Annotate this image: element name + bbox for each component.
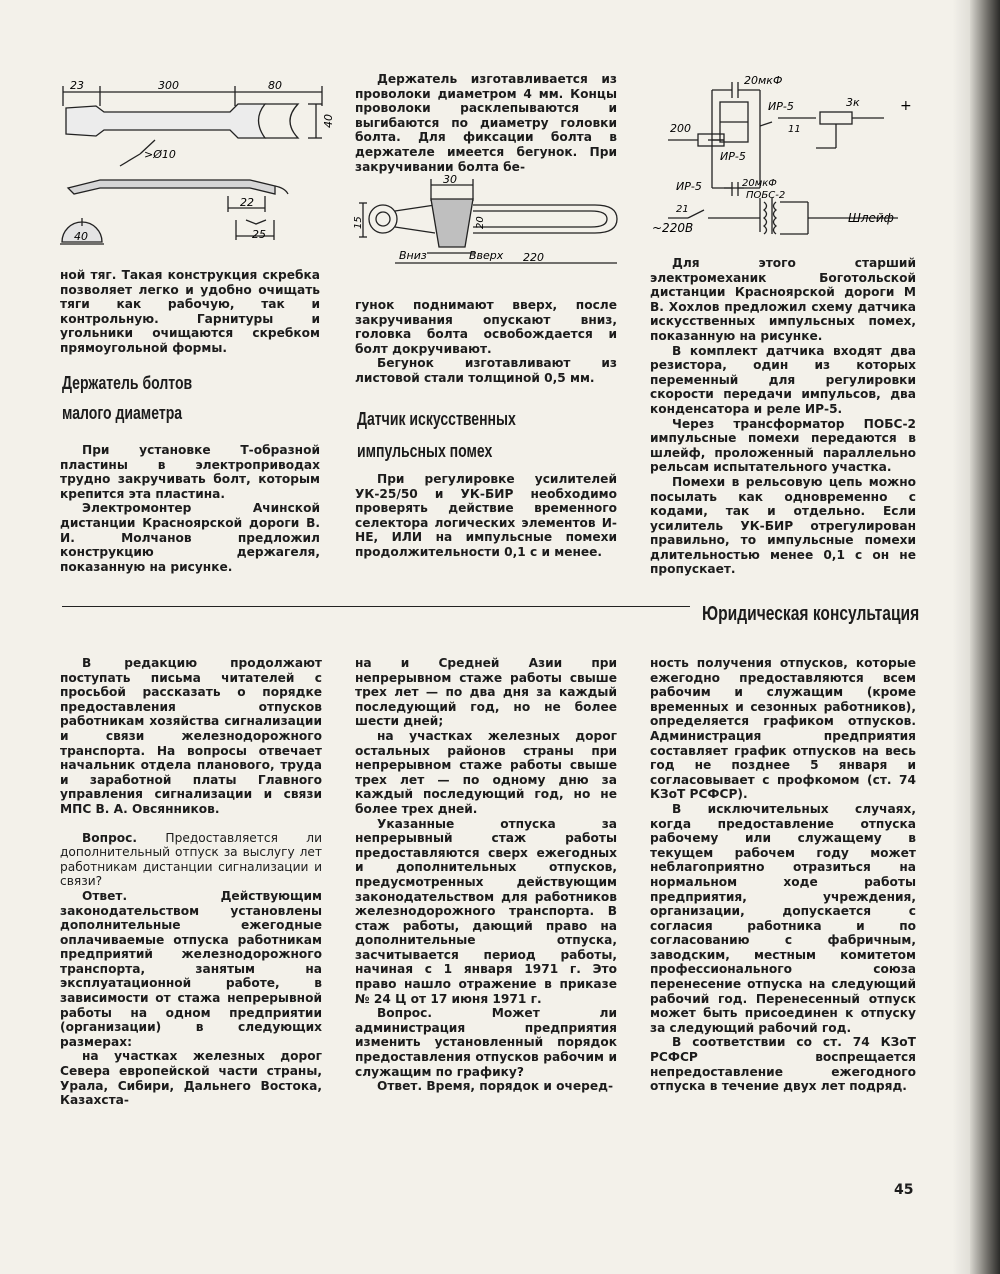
question-text: Предоставляется ли дополнительный отпуск за выслугу лет работникам дистанции сигнализации и связи? <box>60 830 322 889</box>
heading-bolt-holder-line2: малого диаметра <box>62 403 183 423</box>
paragraph: Указанные отпуска за непрерывный стаж работы предоставляются сверх ежегодных и дополнительных отпусков, предусмотренных действующим законодательством для работников железнодорожного транспорта. В стаж работы, дающий право на дополнительные отпуска, засчитывается период работы, начиная с 1 января 1971 г. Это право нашло отражение в приказе № 24 Ц от 17 июня 1971 г. <box>355 816 617 1006</box>
paragraph: на участках железных дорог Севера европейской части страны, Урала, Сибири, Дальнего Востока, Казахста- <box>60 1049 322 1108</box>
sensor-circuit-diagram <box>648 70 928 250</box>
paragraph: ной тяг. Такая конструкция скребка позволяет легко и удобно очищать тяги как рабочую, так и контрольную. Гарнитуры и угольники очищаются скребком прямоугольной формы. <box>60 268 320 355</box>
page-number: 45 <box>894 1182 914 1198</box>
legal-col3 <box>650 656 916 1094</box>
dim-phi10-label: >Ø10 <box>144 148 176 161</box>
paragraph: Бегунок изготавливают из листовой стали толщиной 0,5 мм. <box>355 356 617 385</box>
question-text: Может ли администрация предприятия изменить установленный порядок предоставления отпусков рабочим и служащим по графику? <box>355 1006 617 1079</box>
relay2-label: ИР-5 <box>720 150 746 163</box>
resistor-200-label: 200 <box>670 122 691 135</box>
paragraph: на участках железных дорог остальных районов страны при непрерывном стаже работы свыше трех лет — по одному дню за каждый последующий год, но не более трех дней. <box>355 728 617 816</box>
relay3-label: ИР-5 <box>676 180 702 193</box>
paragraph: Держатель изготавливается из проволоки диаметром 4 мм. Концы проволоки расклепываются и выгибаются по диаметру головки болта. Для фиксации болта в держателе имеется бегунок. При закручивании болта бе- <box>355 72 617 174</box>
transformer-label: ПОБС-2 <box>746 190 786 201</box>
label-down: Вниз <box>399 249 427 262</box>
section-divider <box>62 606 690 607</box>
dim-40-side-label: 40 <box>322 114 335 128</box>
bolt-holder-drawing <box>355 175 630 267</box>
page-gutter-shadow <box>952 0 970 1274</box>
dim-300-label: 300 <box>158 79 179 92</box>
paragraph: Для этого старший электромеханик Боготольской дистанции Красноярской дороги М В. Хохлов предложил схему датчика искусственных импульсных помех, показанную на рисунке. <box>650 256 916 343</box>
heading-bolt-holder-line1: Держатель болтов <box>62 373 193 393</box>
cap-bottom-label: 20мкФ <box>742 178 777 189</box>
answer-text: Время, порядок и очеред- <box>422 1079 614 1094</box>
dim-40-bottom-label: 40 <box>74 230 88 243</box>
contact-21-label: 21 <box>676 204 689 215</box>
page-spine <box>970 0 1000 1274</box>
col1-top-text-2 <box>60 443 320 574</box>
paragraph: При установке Т-образной пластины в электроприводах трудно закручивать болт, которым крепится эта пластина. <box>60 443 320 501</box>
paragraph: Электромонтер Ачинской дистанции Красноярской дороги В. И. Молчанов предложил конструкцию держагеля, показанную на рисунке. <box>60 501 320 574</box>
paragraph: на и Средней Азии при непрерывном стаже работы свыше трех лет — по два дня за каждый последующий год, но не более шести дней; <box>355 656 617 729</box>
section-label: Юридическая консультация <box>702 603 920 625</box>
plus-label: + <box>900 98 912 114</box>
label-up: Вверх <box>469 249 504 262</box>
paragraph: При регулировке усилителей УК-25/50 и УК-БИР необходимо проверять действие временного селектора логических элементов И-НЕ, ИЛИ на импульсные помехи продолжительности 0,1 с и менее. <box>355 472 617 559</box>
shunt-label: Шлейф <box>848 211 894 225</box>
dim-23-label: 23 <box>70 79 84 92</box>
question-label: Вопрос. <box>377 1006 433 1021</box>
answer-label: Ответ. <box>377 1079 423 1094</box>
intro-paragraph: В редакцию продолжают поступать письма читателей с просьбой рассказать о порядке предоставления отпусков работникам хозяйства сигнализации и связи железнодорожного транспорта. На вопросы отвечает начальник отдела планового, труда и заработной платы Главного управления сигнализации и связи МПС В. А. Овсянников. <box>60 656 322 816</box>
dim-30-label: 30 <box>443 173 457 186</box>
col1-top-text <box>60 268 320 356</box>
col2-top-text <box>355 72 617 174</box>
col2-top-text-3 <box>355 472 617 560</box>
dim-80-label: 80 <box>268 79 282 92</box>
resistor-3k-label: 3к <box>846 96 860 109</box>
dim-15-label: 15 <box>353 216 364 229</box>
dim-20-label: 20 <box>475 216 486 229</box>
paragraph: гунок поднимают вверх, после закручивания опускают вниз, головка болта освобождается и болт докручивают. <box>355 298 617 356</box>
contact-11-label: 11 <box>788 124 801 135</box>
dim-220-label: 220 <box>523 251 544 264</box>
dim-22-label: 22 <box>240 196 254 209</box>
legal-col2 <box>355 656 617 1094</box>
supply-label: ~220В <box>652 221 694 235</box>
paragraph: Помехи в рельсовую цепь можно посылать как одновременно с кодами, так и отдельно. Если усилитель УК-БИР отрегулирован правильно, то импульсные помехи длительностью менее 0,1 с он не пропускает. <box>650 474 916 577</box>
cap-top-label: 20мкФ <box>744 74 783 87</box>
paragraph: Через трансформатор ПОБС-2 импульсные помехи передаются в шлейф, проложенный параллельно рельсам испытательного участка. <box>650 416 916 475</box>
paragraph: В исключительных случаях, когда предоставление отпуска рабочему или служащему в текущем рабочем году может неблагоприятно отразиться на нормальном ходе работы предприятия, учреждения, организации, допускается с согласия работника и по согласованию с фабричным, заводским, местным комитетом профессионального союза перенесение отпуска на следующий рабочий год. Перенесенный отпуск может быть присоединен к отпуску за следующий рабочий год. <box>650 801 916 1035</box>
answer-label: Ответ. <box>82 888 128 903</box>
heading-sensor-line2: импульсных помех <box>357 441 493 461</box>
dim-25-label: 25 <box>252 228 266 241</box>
answer-text: Действующим законодательством установлены дополнительные ежегодные оплачиваемые отпуска работникам предприятий железнодорожного транспорта, занятым на эксплуатационной работе, в зависимости от стажа непрерывной работы на одном предприятии (организации) в следующих размерах: <box>60 888 322 1049</box>
paragraph: В комплект датчика входят два резистора, один из которых переменный для регулировки скорости передачи импульсов, два конденсатора и реле ИР-5. <box>650 343 916 416</box>
paragraph: В соответствии со ст. 74 КЗоТ РСФСР воспрещается непредоставление ежегодного отпуска в течение двух лет подряд. <box>650 1035 916 1094</box>
paragraph: ность получения отпусков, которые ежегодно предоставляются всем рабочим и служащим (кроме временных и сезонных работников), определяется графиком отпусков. Администрация предприятия составляет график отпусков на весь год не позднее 5 января и согласовывает с профкомом (ст. 74 КЗоТ РСФСР). <box>650 656 916 802</box>
col3-top-text <box>650 256 916 577</box>
col2-top-text-2 <box>355 298 617 386</box>
question-label: Вопрос. <box>82 830 138 845</box>
heading-sensor-line1: Датчик искусственных <box>357 409 516 429</box>
scraper-drawing <box>60 76 350 261</box>
relay1-label: ИР-5 <box>768 100 794 113</box>
legal-col1 <box>60 656 322 1108</box>
